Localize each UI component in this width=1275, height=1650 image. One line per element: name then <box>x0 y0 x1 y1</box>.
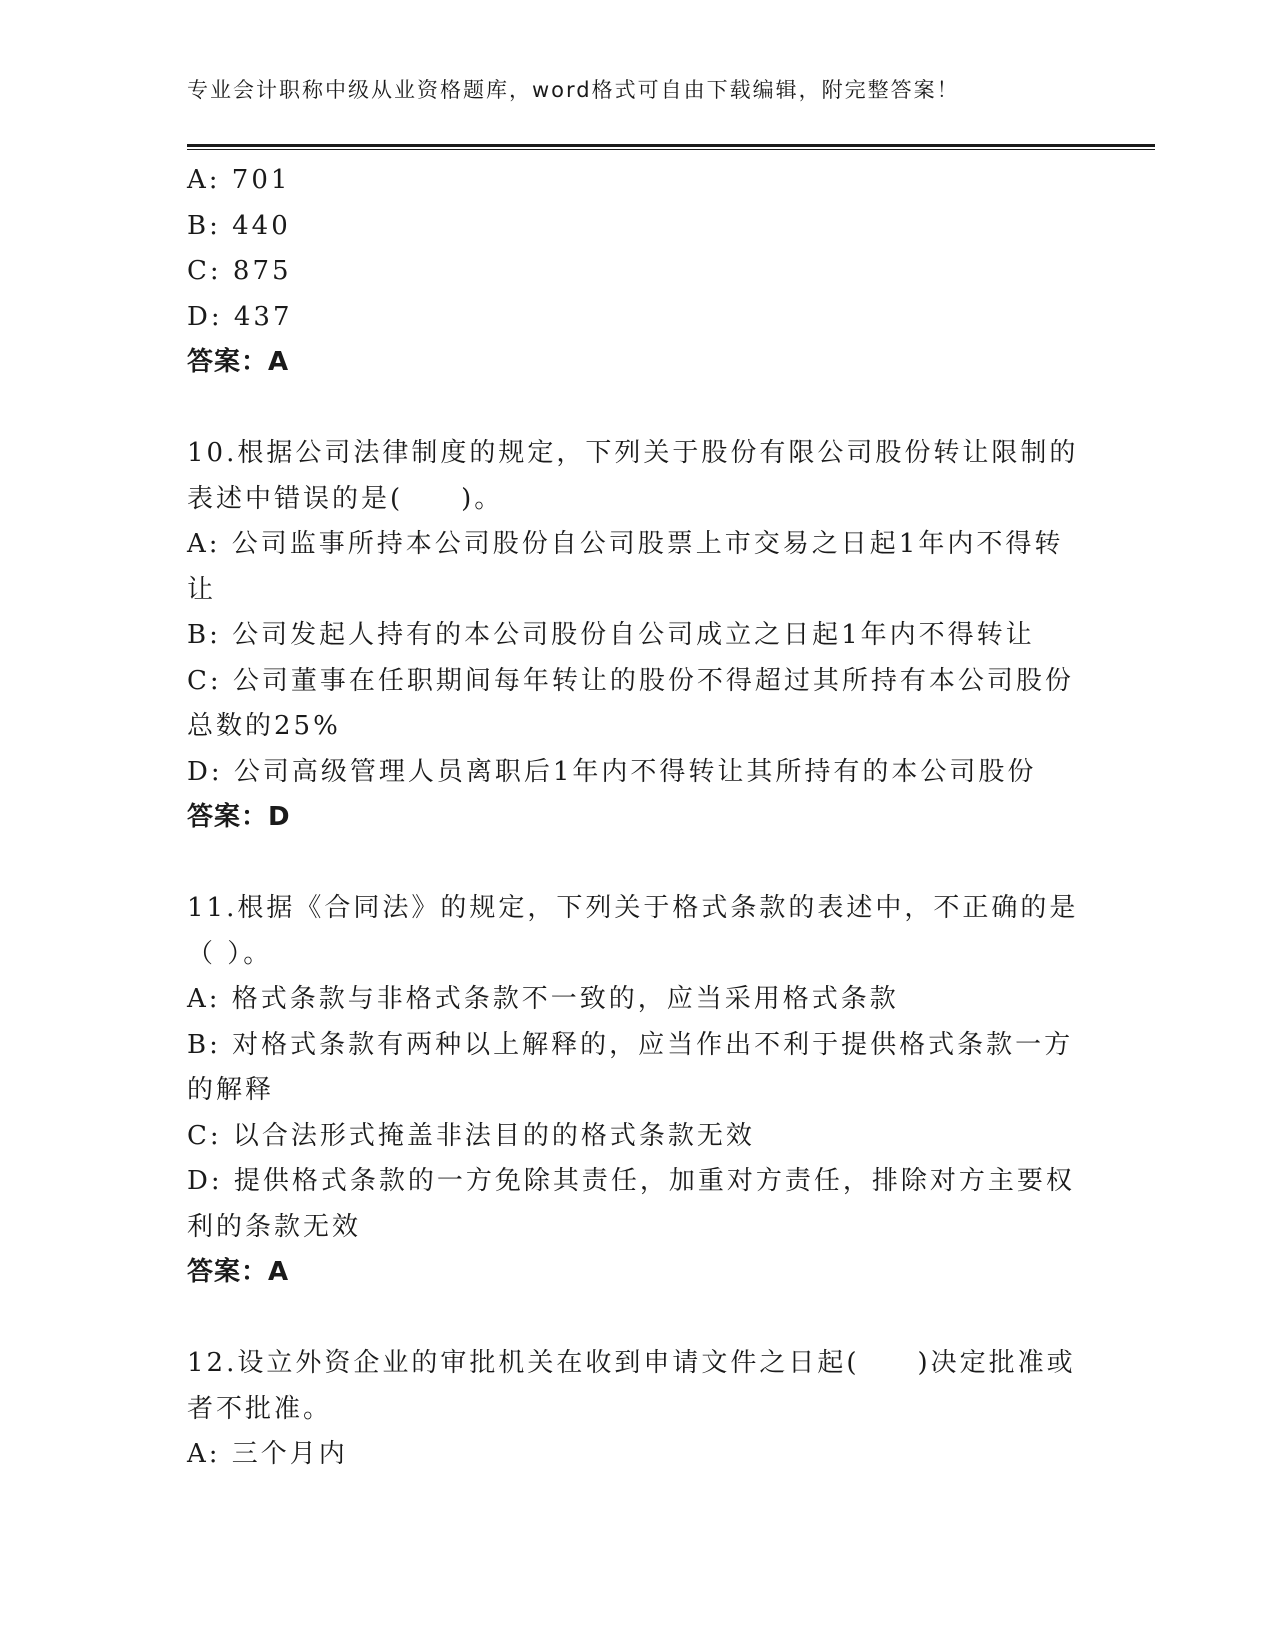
q11-option-c: C: 以合法形式掩盖非法目的的格式条款无效 <box>187 1120 755 1151</box>
q10-option-b: B: 公司发起人持有的本公司股份自公司成立之日起1年内不得转让 <box>187 620 1035 650</box>
spacer <box>187 386 1077 432</box>
q9-option-b: B: 440 <box>187 210 291 241</box>
q11-option-d-line2: 利的条款无效 <box>187 1211 362 1242</box>
q10-answer: 答案：D <box>187 802 291 832</box>
question-content <box>187 158 1077 1478</box>
q9-option-c: C: 875 <box>187 256 292 286</box>
q10-option-a-line1: A: 公司监事所持本公司股份自公司股票上市交易之日起1年内不得转 <box>187 529 1064 559</box>
q11-option-b-line2: 的解释 <box>187 1075 275 1105</box>
q12-stem-line2: 者不批准。 <box>187 1393 333 1424</box>
page-header: 专业会计职称中级从业资格题库，word格式可自由下载编辑，附完整答案！ <box>187 78 960 102</box>
spacer <box>187 841 1077 887</box>
q12-stem-line1: 12.设立外资企业的审批机关在收到申请文件之日起( )决定批准或 <box>187 1348 1076 1378</box>
q11-option-a: A: 格式条款与非格式条款不一致的，应当采用格式条款 <box>187 984 899 1014</box>
q10-option-d: D: 公司高级管理人员离职后1年内不得转让其所持有的本公司股份 <box>187 756 1037 787</box>
q11-answer: 答案：A <box>187 1257 290 1287</box>
q10-stem-line1: 10.根据公司法律制度的规定，下列关于股份有限公司股份转让限制的 <box>187 438 1079 468</box>
header-rule-thick <box>187 144 1155 147</box>
q10-option-c-line2: 总数的25% <box>187 711 341 741</box>
q12-option-a: A: 三个月内 <box>187 1439 348 1469</box>
q11-stem-line2: （ ）。 <box>187 938 273 969</box>
q10-stem-line2: 表述中错误的是( )。 <box>187 483 504 514</box>
q11-option-d-line1: D: 提供格式条款的一方免除其责任，加重对方责任，排除对方主要权 <box>187 1166 1075 1196</box>
q10-option-a-line2: 让 <box>187 574 217 605</box>
spacer <box>187 1296 1077 1342</box>
q9-option-d: D: 437 <box>187 301 293 332</box>
q11-option-b-line1: B: 对格式条款有两种以上解释的，应当作出不利于提供格式条款一方 <box>187 1029 1074 1060</box>
q11-stem-line1: 11.根据《合同法》的规定，下列关于格式条款的表述中，不正确的是 <box>187 893 1079 923</box>
q9-option-a: A: 701 <box>187 165 291 195</box>
q10-option-c-line1: C: 公司董事在任职期间每年转让的股份不得超过其所持有本公司股份 <box>187 665 1074 696</box>
header-rule-thin <box>187 149 1155 150</box>
q9-answer: 答案：A <box>187 347 290 377</box>
